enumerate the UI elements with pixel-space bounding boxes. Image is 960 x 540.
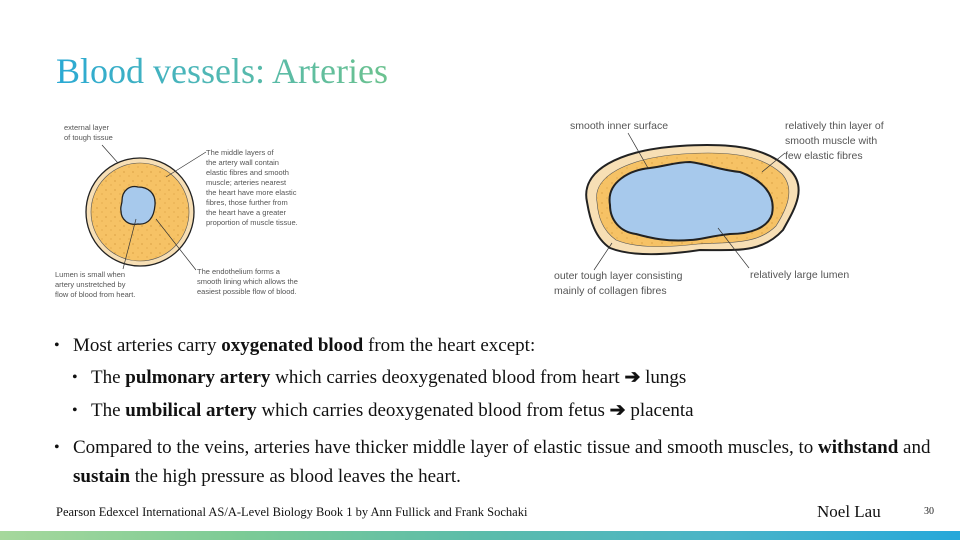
bold-text: oxygenated blood <box>221 335 364 356</box>
bold-text: sustain <box>73 466 131 487</box>
bullet-icon: • <box>72 402 78 419</box>
bullet-icon: • <box>72 369 78 386</box>
label-outer-tough-layer: outer tough layer consisting <box>554 270 683 282</box>
bold-text: withstand <box>818 437 899 458</box>
label-middle-layers: the heart have a greater <box>206 208 287 217</box>
slide-title: Blood vessels: Arteries <box>56 51 388 91</box>
label-smooth-inner-surface: smooth inner surface <box>570 120 669 132</box>
text: Most arteries carry <box>73 335 222 356</box>
vessel-cross-section-diagram <box>540 110 900 310</box>
text: which carries deoxygenated blood from heart <box>270 367 625 388</box>
text: lungs <box>640 367 687 388</box>
text: The <box>91 400 126 421</box>
label-middle-layers: the artery wall contain <box>206 158 279 167</box>
text: the high pressure as blood leaves the heart. <box>130 466 461 487</box>
label-middle-layers: The middle layers of <box>206 148 274 157</box>
text: which carries deoxygenated blood from fetus <box>256 400 610 421</box>
label-middle-layers: the heart have more elastic <box>206 188 297 197</box>
bullet-compared-to-veins <box>52 433 932 491</box>
label-external-layer-2: of tough tissue <box>64 133 113 142</box>
label-large-lumen: relatively large lumen <box>750 269 850 281</box>
label-endothelium: smooth lining which allows the <box>197 277 298 286</box>
footer-gradient-bar <box>0 531 960 540</box>
text: placenta <box>625 400 694 421</box>
label-lumen: artery unstretched by <box>55 280 126 289</box>
text: Compared to the veins, arteries have thicker middle layer of elastic tissue and smooth muscles, to <box>73 437 819 458</box>
label-thin-muscle-layer: few elastic fibres <box>785 150 863 162</box>
label-lumen: Lumen is small when <box>55 270 126 279</box>
text: and <box>898 437 931 458</box>
label-middle-layers: muscle; arteries nearest <box>206 178 287 187</box>
label-thin-muscle-layer: relatively thin layer of <box>785 120 884 132</box>
arrow-right-icon: ➔ <box>609 400 626 421</box>
text: The <box>91 367 126 388</box>
author-name: Noel Lau <box>817 502 881 521</box>
bullet-umbilical-artery <box>52 394 932 427</box>
label-external-layer-1: external layer <box>64 123 110 132</box>
source-citation: Pearson Edexcel International AS/A-Level Biology Book 1 by Ann Fullick and Frank Sochaki <box>56 505 528 519</box>
label-middle-layers: proportion of muscle tissue. <box>206 218 298 227</box>
label-middle-layers: fibres, those further from <box>206 198 288 207</box>
label-middle-layers: elastic fibres and smooth <box>206 168 289 177</box>
bold-text: umbilical artery <box>125 400 257 421</box>
bold-text: pulmonary artery <box>125 367 271 388</box>
bullet-pulmonary-artery <box>52 361 932 394</box>
bullet-icon: • <box>54 337 60 354</box>
page-number: 30 <box>924 506 934 517</box>
label-endothelium: easiest possible flow of blood. <box>197 287 297 296</box>
text: from the heart except: <box>363 335 536 356</box>
arrow-right-icon: ➔ <box>624 367 641 388</box>
label-thin-muscle-layer: smooth muscle with <box>785 135 878 147</box>
artery-cross-section-diagram <box>50 115 320 305</box>
label-endothelium: The endothelium forms a <box>197 267 280 276</box>
label-lumen: flow of blood from heart. <box>55 290 136 299</box>
bullet-list <box>52 331 932 491</box>
label-outer-tough-layer: mainly of collagen fibres <box>554 285 667 297</box>
bullet-icon: • <box>54 439 60 456</box>
bullet-oxygenated-blood <box>52 331 932 361</box>
